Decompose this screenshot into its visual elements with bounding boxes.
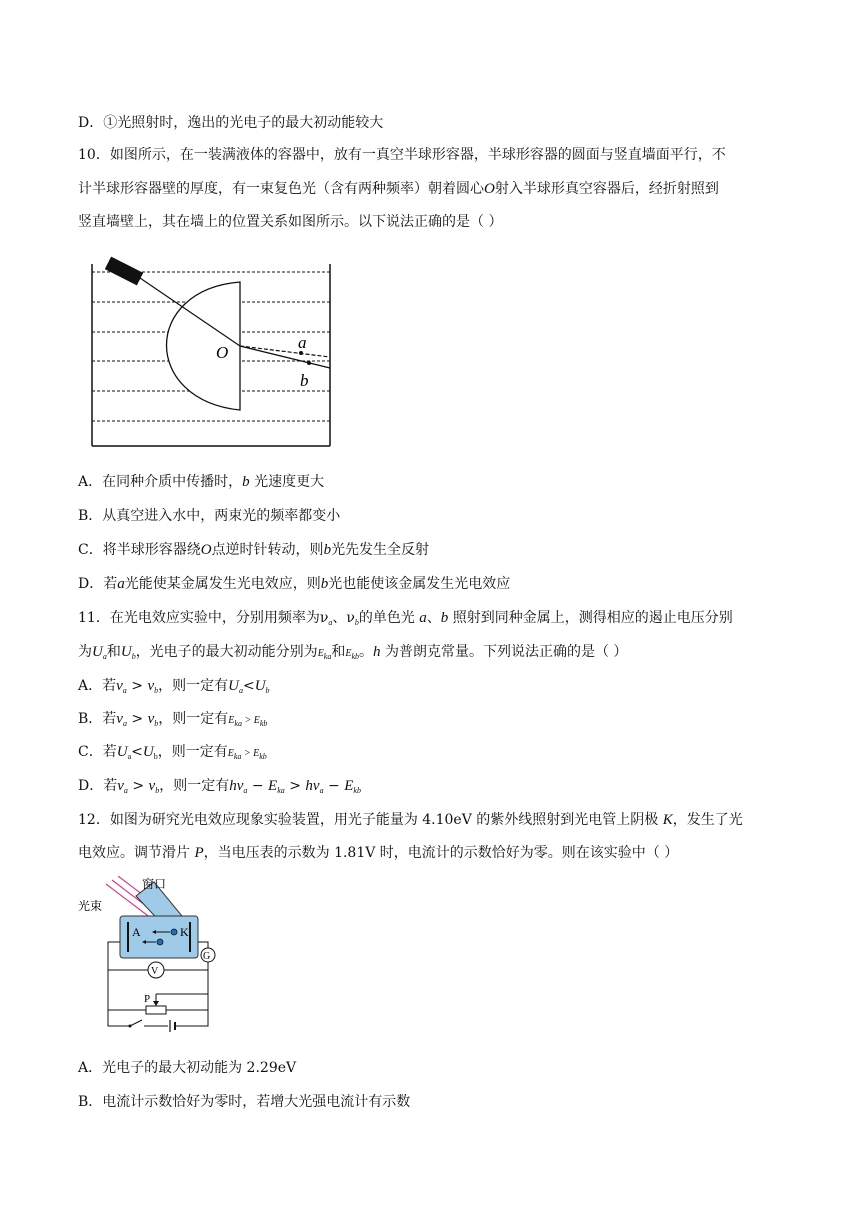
q12-option-a: A．光电子的最大初动能为 2.29eV (78, 1060, 297, 1076)
q11-option-c: C．若$U_a<U_b$，则一定有$E_{ka} > E_{kb}$ (78, 744, 267, 761)
label-P: P (144, 993, 151, 1005)
label-window: 窗口 (142, 877, 167, 891)
q10-option-b: B．从真空进入水中，两束光的频率都变小 (78, 508, 341, 524)
q12-option-b: B．电流计示数恰好为零时，若增大光强电流计有示数 (78, 1094, 411, 1110)
q11-stem-line2: 为$U_a$和$U_b$，光电子的最大初动能分别为$E_{ka}$和$E_{kb}$。h 为普朗克常量。下列说法正确的是（ ） (78, 644, 628, 661)
q10-stem-line2: 计半球形容器壁的厚度，有一束复色光（含有两种频率）朝着圆心O射入半球形真空容器后，经折射照到 (78, 181, 719, 197)
q10-stem-line3: 竖直墙壁上，其在墙上的位置关系如图所示。以下说法正确的是（ ） (78, 214, 503, 230)
q10-option-d: D．若a光能使某金属发生光电效应，则b光也能使该金属发生光电效应 (78, 576, 511, 592)
label-b: b (300, 371, 309, 390)
q10-hemisphere-figure (82, 250, 344, 455)
q10-option-a: A．在同种介质中传播时，b 光速度更大 (78, 474, 325, 490)
q12-stem-line2: 电效应。调节滑片 P，当电压表的示数为 1.81V 时，电流计的示数恰好为零。则在该实验中（ ） (78, 845, 679, 861)
var-O: O (484, 181, 495, 197)
q11-option-b: B．若$\nu_a > \nu_b$，则一定有$E_{ka} > E_{kb}$ (78, 711, 268, 728)
label-K: K (180, 925, 189, 939)
label-V: V (151, 966, 159, 977)
q11-option-a: A．若$\nu_a > \nu_b$，则一定有$U_a<U_b$ (78, 678, 270, 695)
q11-option-d: D．若$\nu_a > \nu_b$，则一定有$h\nu_a - E_{ka} > h\nu_a - E_{kb}$ (78, 778, 361, 795)
q10-option-c: C．将半球形容器绕O点逆时针转动，则b光先发生全反射 (78, 542, 430, 558)
label-G: G (203, 951, 211, 962)
q11-stem-line1: 11．在光电效应实验中，分别用频率为$\nu_a$、$\nu_b$的单色光 a、b 照射到同种金属上，测得相应的遏止电压分别 (78, 610, 733, 627)
q9-option-d: D．①光照射时，逸出的光电子的最大初动能较大 (78, 115, 384, 131)
label-A: A (132, 925, 141, 939)
q12-stem-line1: 12．如图为研究光电效应现象实验装置，用光子能量为 4.10eV 的紫外线照射到光电管上阴极 K，发生了光 (78, 812, 743, 828)
label-a: a (298, 333, 307, 352)
q10-stem-line1: 10．如图所示，在一装满液体的容器中，放有一真空半球形容器，半球形容器的圆面与竖直墙面平行，不 (78, 147, 726, 163)
label-beam: 光束 (78, 899, 103, 913)
q12-photoelectric-circuit-figure (78, 876, 228, 1036)
label-O: O (216, 343, 229, 362)
